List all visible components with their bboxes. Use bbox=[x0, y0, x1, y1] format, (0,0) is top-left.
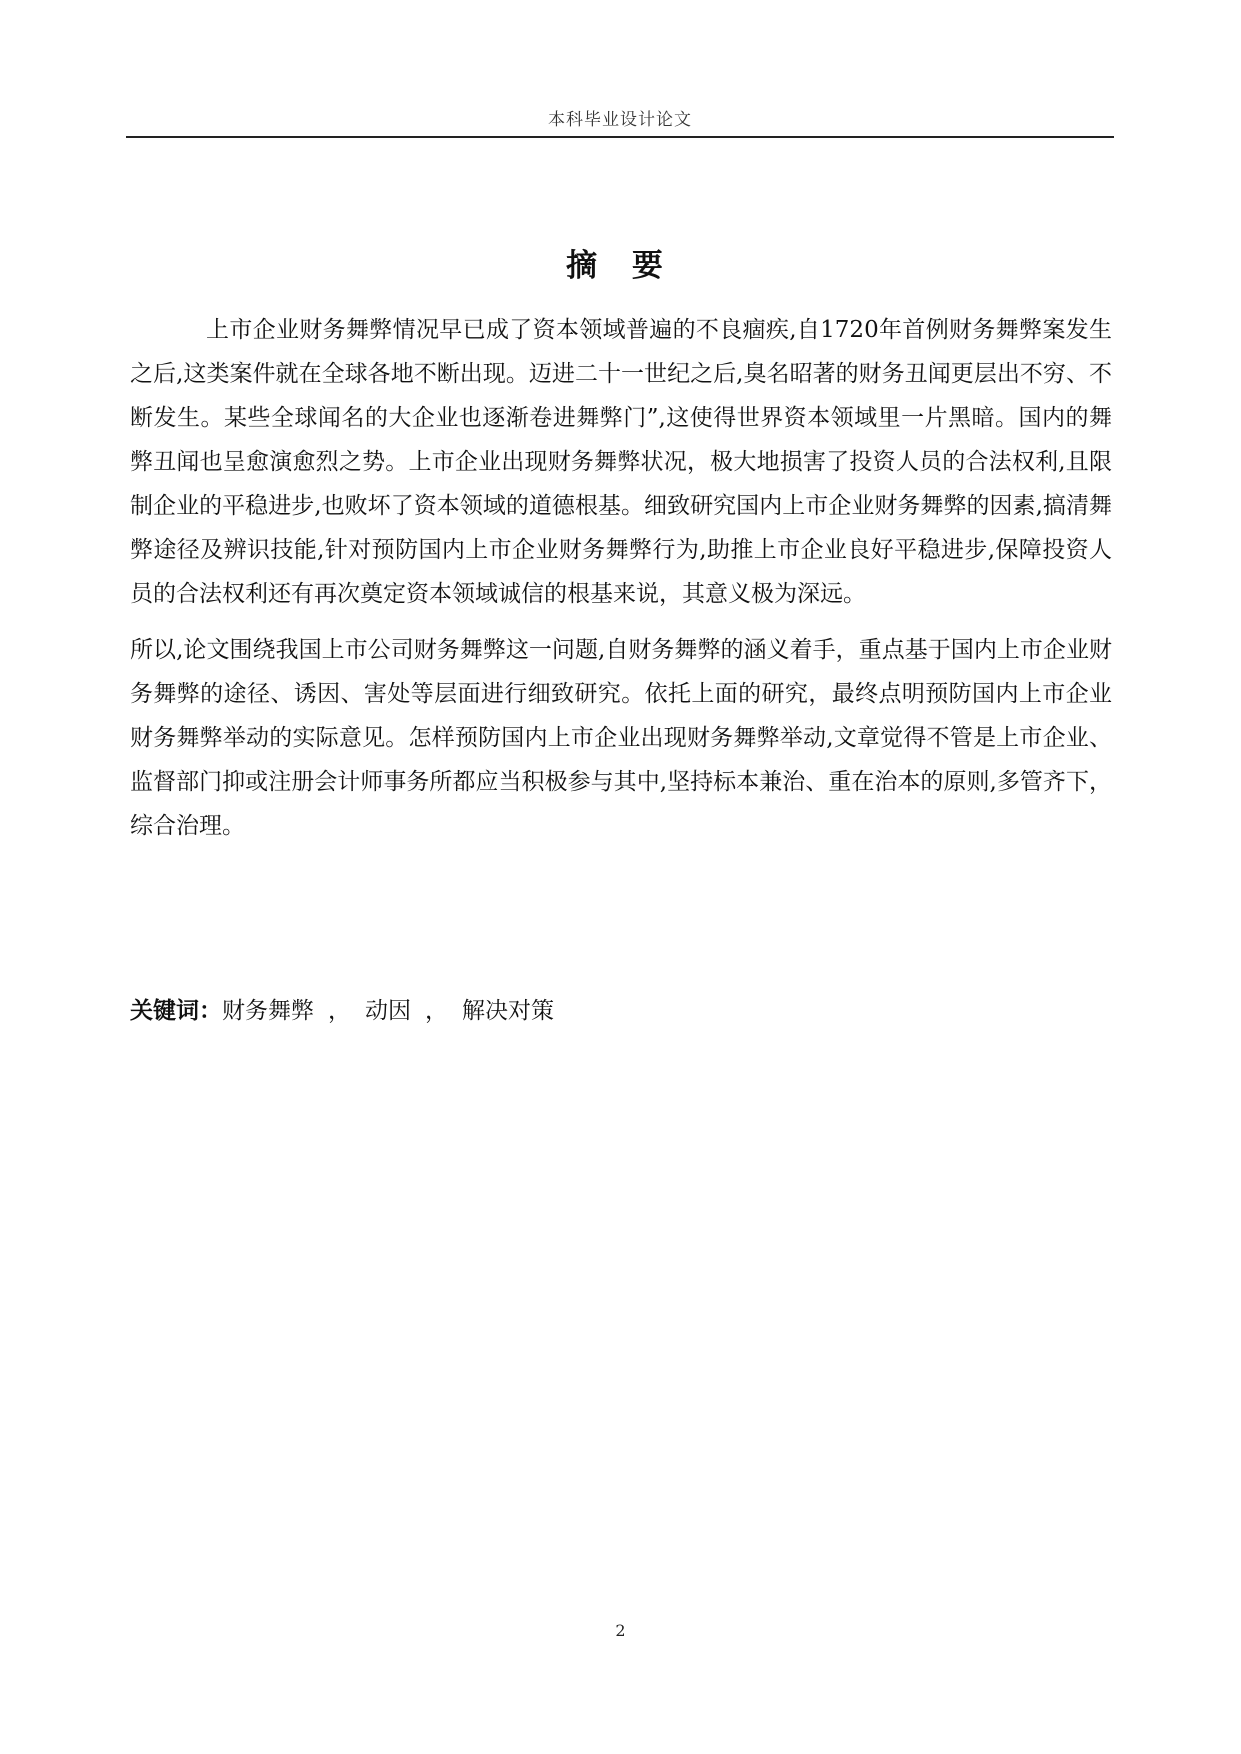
keyword-countermeasures: 解决对策 bbox=[462, 998, 554, 1024]
abstract-paragraph-1: 上市企业财务舞弊情况早已成了资本领域普遍的不良痼疾,自1720年首例财务舞弊案发生之后,这类案件就在全球各地不断出现。迈进二十一世纪之后,臭名昭著的财务丑闻更层出不穷、不断发生。某些全球闻名的大企业也逐渐卷进舞弊门”,这使得世界资本领域里一片黑暗。国内的舞弊丑闻也呈愈演愈烈之势。上市企业出现财务舞弊状况，极大地损害了投资人员的合法权利,且限制企业的平稳进步,也败坏了资本领域的道德根基。细致研究国内上市企业财务舞弊的因素,搞清舞弊途径及辨识技能,针对预防国内上市企业财务舞弊行为,助推上市企业良好平稳进步,保障投资人员的合法权利还有再次奠定资本领域诚信的根基来说，其意义极为深远。 bbox=[130, 317, 1112, 607]
page-number: 2 bbox=[615, 1621, 626, 1640]
abstract-title: 摘 要 bbox=[566, 247, 675, 284]
running-header: 本科毕业设计论文 bbox=[548, 110, 692, 130]
keyword-financial-fraud: 财务舞弊 bbox=[222, 998, 314, 1024]
abstract-body bbox=[130, 308, 1112, 848]
keyword-separator: ， bbox=[425, 998, 448, 1024]
header-rule bbox=[126, 136, 1114, 138]
keywords-label: 关键词： bbox=[130, 998, 222, 1024]
keywords-line bbox=[130, 993, 1110, 1029]
keyword-motive: 动因 bbox=[365, 998, 411, 1024]
keyword-separator: ， bbox=[328, 998, 351, 1024]
abstract-paragraph-2: 所以,论文围绕我国上市公司财务舞弊这一问题,自财务舞弊的涵义着手，重点基于国内上市企业财务舞弊的途径、诱因、害处等层面进行细致研究。依托上面的研究，最终点明预防国内上市企业财务舞弊举动的实际意见。怎样预防国内上市企业出现财务舞弊举动,文章觉得不管是上市企业、监督部门抑或注册会计师事务所都应当积极参与其中,坚持标本兼治、重在治本的原则,多管齐下，综合治理。 bbox=[130, 637, 1112, 839]
